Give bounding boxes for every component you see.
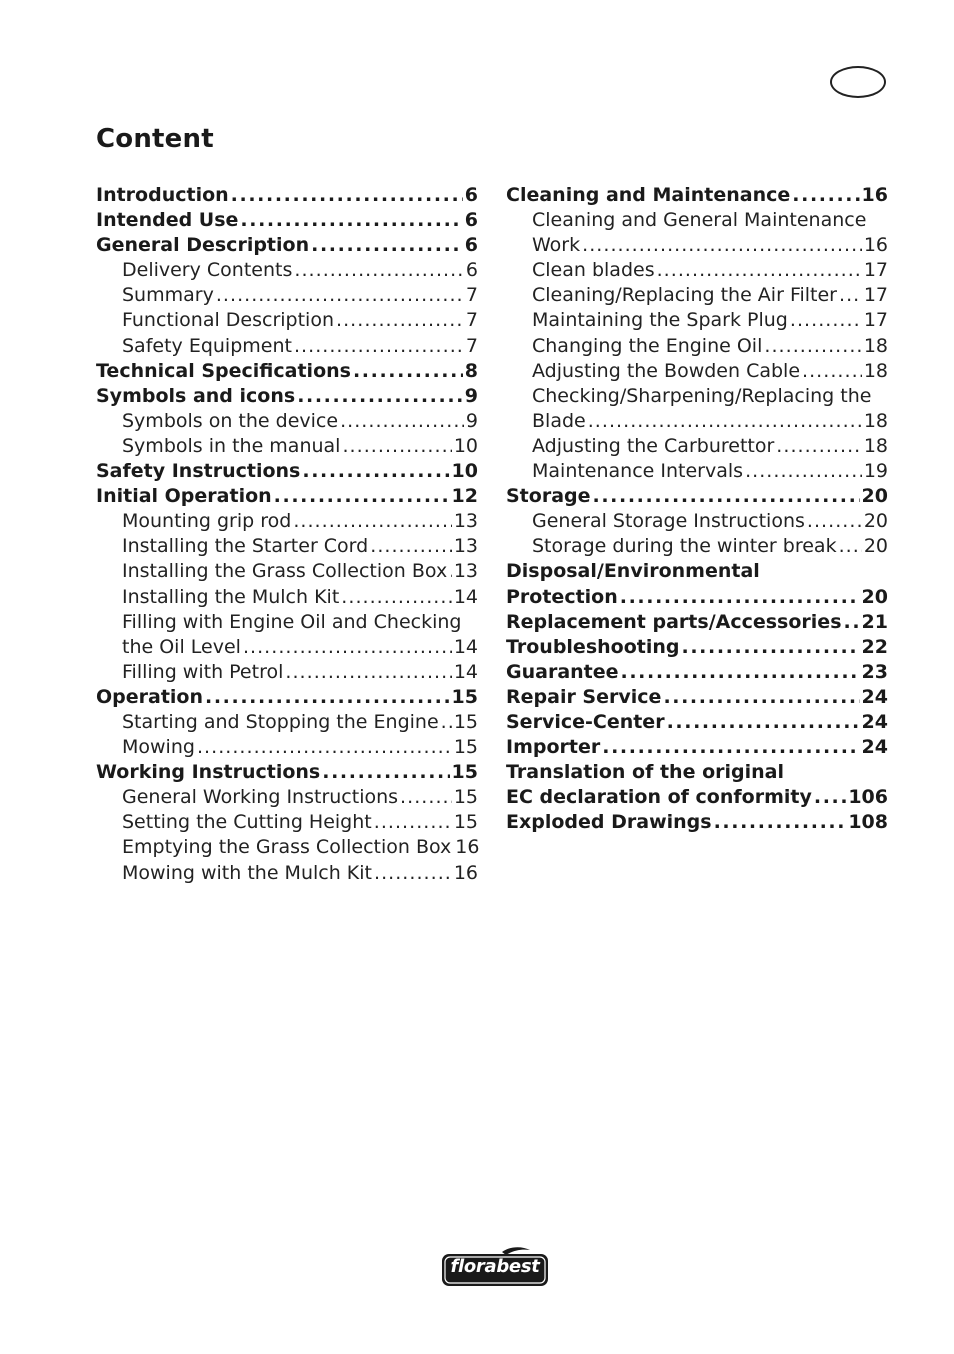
toc-entry-first-line: Disposal/Environmental — [506, 560, 760, 583]
dot-leader — [790, 308, 862, 333]
toc-page-number: 6 — [465, 259, 478, 282]
dot-leader — [764, 334, 861, 359]
dot-leader — [285, 660, 451, 685]
toc-section-entry[interactable] — [506, 183, 888, 208]
toc-subsection-entry[interactable] — [96, 283, 478, 308]
toc-entry-title: Summary — [122, 284, 214, 307]
toc-entry-title: Installing the Starter Cord — [122, 535, 369, 558]
toc-page-number: 24 — [861, 710, 888, 733]
page-title: Content — [96, 124, 214, 154]
toc-page-number: 106 — [848, 786, 888, 809]
toc-subsection-entry[interactable] — [506, 258, 888, 283]
toc-page-number: 20 — [863, 535, 888, 558]
toc-entry-title: Installing the Mulch Kit — [122, 585, 340, 608]
florabest-logo — [440, 1246, 550, 1288]
toc-subsection-entry[interactable] — [506, 534, 888, 559]
dot-leader — [294, 334, 464, 359]
dot-leader — [588, 409, 862, 434]
dot-leader — [441, 710, 452, 735]
dot-leader — [370, 534, 452, 559]
toc-entry-title: Maintenance Intervals — [532, 460, 744, 483]
dot-leader — [231, 183, 463, 208]
dot-leader — [745, 459, 862, 484]
toc-page-number: 20 — [863, 510, 888, 533]
toc-entry-title: Operation — [96, 685, 204, 708]
toc-section-entry[interactable] — [96, 208, 478, 233]
toc-entry-title: Filling with Petrol — [122, 660, 284, 683]
toc-subsection-entry[interactable] — [96, 835, 478, 860]
dot-leader — [243, 635, 452, 660]
toc-section-entry[interactable] — [96, 760, 478, 785]
dot-leader — [274, 484, 450, 509]
toc-page-number: 16 — [861, 184, 888, 206]
toc-page-number: 18 — [863, 409, 888, 432]
toc-entry-title: Replacement parts/Accessories — [506, 610, 842, 633]
logo-text: florabest — [450, 1256, 540, 1277]
toc-page-number: 21 — [861, 610, 888, 633]
toc-subsection-entry[interactable] — [96, 635, 478, 660]
toc-subsection-entry[interactable] — [506, 283, 888, 308]
toc-page-number: 14 — [453, 660, 478, 683]
dot-leader — [205, 685, 450, 710]
toc-entry-title: Troubleshooting — [506, 635, 680, 658]
dot-leader — [620, 585, 860, 610]
dot-leader — [322, 760, 449, 785]
toc-subsection-entry[interactable] — [96, 785, 478, 810]
dot-leader — [602, 735, 859, 760]
toc-page-number: 13 — [453, 560, 478, 583]
toc-page-number: 14 — [453, 635, 478, 658]
dot-leader — [216, 283, 464, 308]
toc-entry-title: Introduction — [96, 184, 229, 206]
toc-subsection-entry[interactable] — [96, 660, 478, 685]
toc-section-entry[interactable] — [96, 359, 478, 384]
dot-leader — [311, 233, 463, 258]
toc-entry-title: Symbols on the device — [122, 409, 339, 432]
toc-entry-title: General Storage Instructions — [532, 510, 805, 533]
toc-page-number: 9 — [465, 409, 478, 432]
dot-leader — [682, 635, 860, 660]
dot-leader — [400, 785, 452, 810]
toc-entry-first-line: Checking/Sharpening/Replacing the — [532, 384, 872, 407]
dot-leader — [839, 283, 862, 308]
toc-subsection-entry[interactable] — [506, 409, 888, 434]
dot-leader — [302, 459, 449, 484]
dot-leader — [342, 434, 451, 459]
toc-page-number: 15 — [453, 811, 478, 834]
dot-leader — [776, 434, 862, 459]
dot-leader — [336, 308, 464, 333]
toc-entry-title: Storage — [506, 485, 591, 508]
toc-entry-title: Safety Instructions — [96, 460, 301, 483]
dot-leader — [374, 861, 452, 886]
dot-leader — [240, 208, 462, 233]
toc-section-entry[interactable] — [96, 459, 478, 484]
toc-subsection-entry[interactable] — [96, 585, 478, 610]
toc-entry-title: Emptying the Grass Collection Box — [122, 836, 452, 859]
toc-page-number: 10 — [453, 434, 478, 457]
language-badge — [830, 66, 886, 98]
toc-entry-first-line: Translation of the original — [506, 761, 784, 784]
toc-section-entry[interactable] — [506, 810, 888, 835]
toc-subsection-entry[interactable] — [96, 434, 478, 459]
toc-page-number: 23 — [861, 660, 888, 683]
toc-page-number: 20 — [861, 585, 888, 608]
dot-leader — [449, 559, 452, 584]
toc-entry-title: Changing the Engine Oil — [532, 334, 763, 357]
dot-leader — [792, 183, 859, 208]
toc-page-number: 15 — [451, 761, 478, 784]
toc-page-number: 7 — [465, 284, 478, 307]
toc-page-number: 18 — [863, 334, 888, 357]
toc-subsection-entry[interactable] — [506, 233, 888, 258]
toc-entry-title: Technical Specifications — [96, 359, 351, 382]
toc-section-entry[interactable] — [506, 585, 888, 610]
toc-page-number: 15 — [453, 786, 478, 809]
toc-page-number: 20 — [861, 485, 888, 508]
toc-entry-title: Working Instructions — [96, 761, 321, 784]
toc-subsection-entry[interactable] — [506, 308, 888, 333]
toc-entry-title: Adjusting the Carburettor — [532, 434, 775, 457]
toc-section-entry[interactable] — [96, 484, 478, 509]
toc-section-entry[interactable] — [506, 660, 888, 685]
toc-subsection-entry[interactable] — [506, 359, 888, 384]
toc-entry-title: Adjusting the Bowden Cable — [532, 359, 801, 382]
toc-subsection-entry[interactable] — [506, 434, 888, 459]
toc-entry-title: Functional Description — [122, 309, 334, 332]
toc-entry-title: General Working Instructions — [122, 786, 399, 809]
toc-page-number: 15 — [453, 736, 478, 759]
toc-page-number: 17 — [863, 284, 888, 307]
toc-entry-title: Storage during the winter break — [532, 535, 837, 558]
toc-section-entry[interactable] — [506, 735, 888, 760]
toc-section-entry[interactable] — [96, 233, 478, 258]
toc-entry-title: Installing the Grass Collection Box — [122, 560, 448, 583]
toc-page-number: 13 — [453, 535, 478, 558]
toc-entry-title: Safety Equipment — [122, 334, 292, 357]
toc-page-number: 13 — [453, 510, 478, 533]
dot-leader — [657, 258, 862, 283]
toc-section-entry[interactable] — [96, 685, 478, 710]
dot-leader — [341, 585, 452, 610]
toc-entry-title: Exploded Drawings — [506, 811, 712, 834]
dot-leader — [294, 258, 464, 283]
toc-entry-title: Symbols and icons — [96, 384, 296, 407]
toc-page-number: 6 — [464, 209, 478, 232]
dot-leader — [297, 384, 463, 409]
toc-entry-title: Maintaining the Spark Plug — [532, 309, 788, 332]
toc-entry-first-line: Cleaning and General Maintenance — [532, 209, 867, 232]
toc-page-number: 16 — [863, 234, 888, 257]
toc-page-number: 7 — [465, 334, 478, 357]
toc-page-number: 17 — [863, 259, 888, 282]
toc-subsection-entry[interactable] — [96, 810, 478, 835]
toc-entry-title: Guarantee — [506, 660, 619, 683]
toc-page-number: 108 — [848, 811, 888, 834]
toc-page-number: 18 — [863, 359, 888, 382]
toc-entry-title: Symbols in the manual — [122, 434, 341, 457]
toc-entry-title: EC declaration of conformity — [506, 786, 812, 809]
dot-leader — [374, 810, 452, 835]
toc-subsection-entry[interactable] — [96, 509, 478, 534]
dot-leader — [814, 785, 846, 810]
toc-section-entry[interactable] — [506, 610, 888, 635]
toc-subsection-entry[interactable] — [506, 459, 888, 484]
toc-entry-title: Mowing with the Mulch Kit — [122, 861, 372, 884]
toc-entry-title: Intended Use — [96, 209, 239, 232]
toc-section-entry[interactable] — [506, 484, 888, 509]
toc-page-number: 14 — [453, 585, 478, 608]
toc-page-number: 7 — [465, 309, 478, 332]
toc-page-number: 17 — [863, 309, 888, 332]
toc-page-number: 16 — [455, 836, 480, 859]
toc-page-number: 22 — [861, 635, 888, 658]
toc-entry-title: Service-Center — [506, 710, 665, 733]
dot-leader — [293, 509, 452, 534]
toc-entry-title: Cleaning/Replacing the Air Filter — [532, 284, 837, 307]
toc-section-entry[interactable] — [96, 384, 478, 409]
toc-entry-title: Blade — [532, 409, 586, 432]
toc-page-number: 19 — [863, 460, 888, 483]
toc-entry-title: Protection — [506, 585, 618, 608]
toc-section-entry[interactable] — [96, 183, 478, 208]
toc-page-number: 6 — [464, 234, 478, 257]
dot-leader — [621, 660, 860, 685]
dot-leader — [802, 359, 862, 384]
toc-page-number: 9 — [464, 384, 478, 407]
toc-section-entry[interactable] — [506, 785, 888, 810]
toc-entry-title: Repair Service — [506, 685, 662, 708]
toc-entry-title: Clean blades — [532, 259, 655, 282]
toc-entry-title: Setting the Cutting Height — [122, 811, 372, 834]
toc-entry-title: Cleaning and Maintenance — [506, 184, 791, 206]
toc-subsection-entry[interactable] — [96, 308, 478, 333]
toc-subsection-entry[interactable] — [96, 735, 478, 760]
toc-page-number: 24 — [861, 685, 888, 708]
toc-subsection-entry[interactable] — [96, 334, 478, 359]
toc-subsection-entry[interactable] — [96, 710, 478, 735]
toc-column-right — [506, 183, 888, 835]
dot-leader — [839, 534, 862, 559]
toc-entry-title: General Description — [96, 234, 310, 257]
dot-leader — [582, 233, 862, 258]
dot-leader — [844, 610, 860, 635]
toc-entry-title: Delivery Contents — [122, 259, 293, 282]
toc-page-number: 15 — [451, 685, 478, 708]
toc-page-number: 15 — [453, 710, 478, 733]
toc-page-number: 16 — [453, 861, 478, 884]
toc-subsection-entry[interactable] — [96, 258, 478, 283]
toc-entry-title: the Oil Level — [122, 635, 241, 658]
toc-section-entry[interactable] — [506, 710, 888, 735]
toc-entry-title: Mowing — [122, 736, 195, 759]
toc-entry-title: Importer — [506, 736, 601, 759]
dot-leader — [593, 484, 860, 509]
toc-entry-title: Initial Operation — [96, 485, 272, 508]
dot-leader — [667, 710, 860, 735]
toc-subsection-entry[interactable] — [506, 334, 888, 359]
toc-page-number: 6 — [464, 184, 478, 206]
dot-leader — [663, 685, 859, 710]
toc-page-number: 10 — [451, 460, 478, 483]
dot-leader — [353, 359, 463, 384]
toc-entry-title: Mounting grip rod — [122, 510, 292, 533]
dot-leader — [807, 509, 862, 534]
toc-entry-title: Starting and Stopping the Engine — [122, 710, 439, 733]
toc-subsection-entry[interactable] — [96, 534, 478, 559]
toc-page-number: 12 — [451, 485, 478, 508]
toc-subsection-entry[interactable] — [96, 409, 478, 434]
toc-column-left — [96, 183, 478, 886]
dot-leader — [197, 735, 452, 760]
toc-section-entry[interactable] — [506, 685, 888, 710]
toc-entry-title: Work — [532, 234, 581, 257]
toc-page-number: 18 — [863, 434, 888, 457]
toc-subsection-entry[interactable] — [96, 559, 478, 584]
toc-subsection-entry[interactable] — [96, 861, 478, 886]
toc-entry-first-line: Filling with Engine Oil and Checking — [122, 610, 462, 633]
dot-leader — [714, 810, 847, 835]
toc-subsection-entry[interactable] — [506, 509, 888, 534]
toc-page-number: 8 — [464, 359, 478, 382]
dot-leader — [340, 409, 464, 434]
toc-section-entry[interactable] — [506, 635, 888, 660]
toc-page-number: 24 — [861, 736, 888, 759]
